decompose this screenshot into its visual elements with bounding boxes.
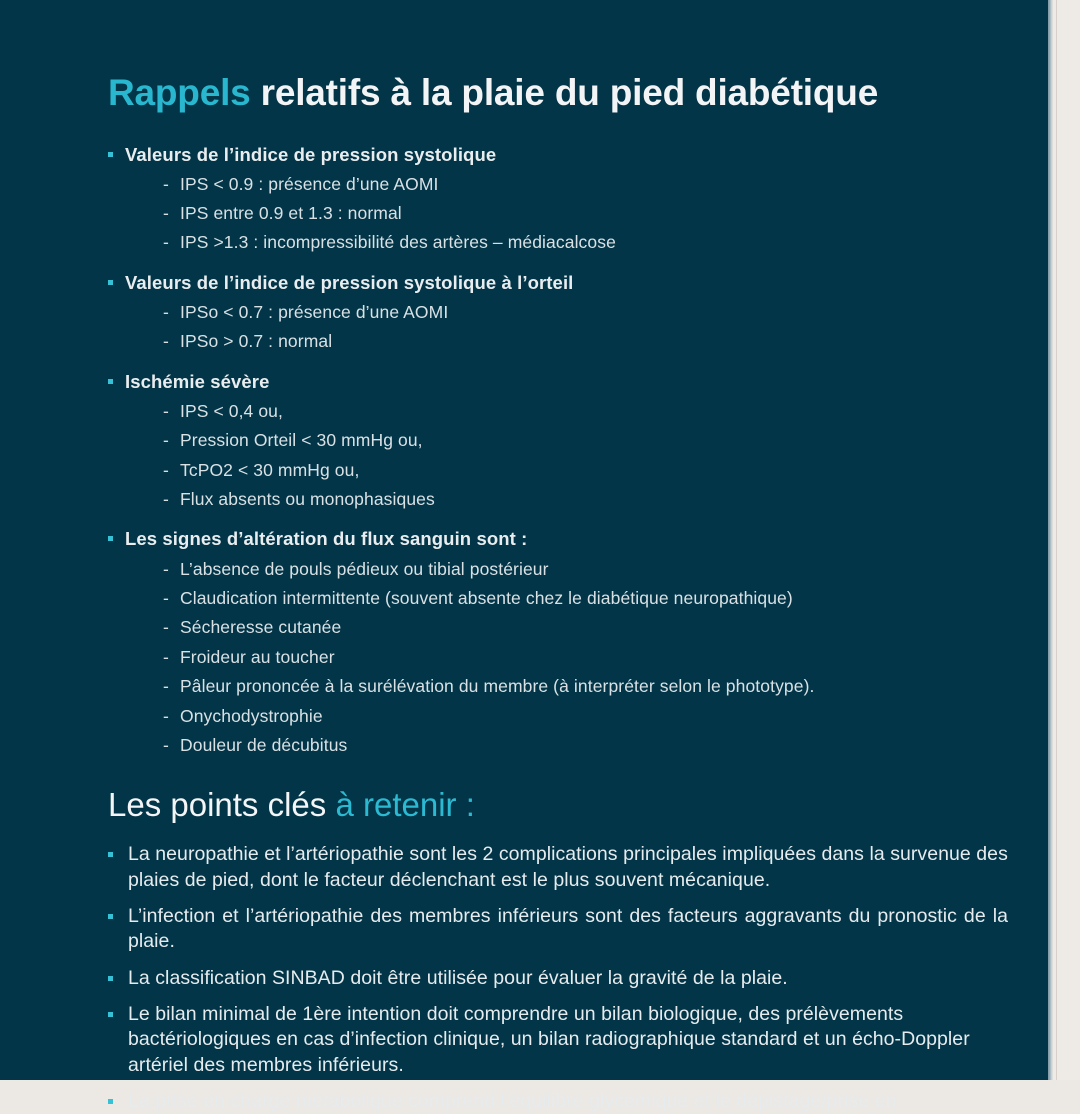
reminder-item xyxy=(108,330,1008,352)
reminder-item-label: IPSo < 0.7 : présence d’une AOMI xyxy=(180,301,449,322)
reminder-heading xyxy=(108,527,1008,550)
keypoints-list xyxy=(108,842,1008,1114)
reminder-item-label: Flux absents ou monophasiques xyxy=(180,489,435,510)
reminder-item-label: Pâleur prononcée à la surélévation du membre (à interpréter selon le phototype). xyxy=(180,676,815,697)
reminder-item xyxy=(108,734,1008,756)
reminder-item-label: L’absence de pouls pédieux ou tibial postérieur xyxy=(180,558,549,579)
dash-bullet-icon: - xyxy=(163,459,169,480)
dash-bullet-icon: - xyxy=(163,331,169,352)
keypoint-item xyxy=(108,1089,1008,1114)
reminder-heading-label: Ischémie sévère xyxy=(125,370,270,392)
keypoint-item xyxy=(108,842,1008,893)
reminder-heading-label: Valeurs de l’indice de pression systolique xyxy=(125,143,497,165)
reminder-heading-label: Valeurs de l’indice de pression systolique à l’orteil xyxy=(125,271,574,293)
dash-bullet-icon: - xyxy=(163,646,169,667)
dash-bullet-icon: - xyxy=(163,587,169,608)
square-bullet-icon xyxy=(108,852,113,857)
keypoints-title-white: Les points clés xyxy=(108,786,327,824)
reminder-item xyxy=(108,301,1008,323)
square-bullet-icon xyxy=(108,1012,113,1017)
reminder-item xyxy=(108,173,1008,195)
reminder-group xyxy=(108,271,1008,353)
page-margin xyxy=(1053,0,1080,1080)
page-title-rest: relatifs à la plaie du pied diabétique xyxy=(250,72,879,113)
keypoint-label: La classification SINBAD doit être utilisée pour évaluer la gravité de la plaie. xyxy=(128,966,788,989)
reminder-item-label: Claudication intermittente (souvent absente chez le diabétique neuropathique) xyxy=(180,587,793,608)
dash-bullet-icon: - xyxy=(163,232,169,253)
page-title xyxy=(108,0,1008,115)
reminder-item-label: IPS entre 0.9 et 1.3 : normal xyxy=(180,203,402,224)
dash-bullet-icon: - xyxy=(163,558,169,579)
reminder-item xyxy=(108,587,1008,609)
keypoint-label: Le bilan minimal de 1ère intention doit comprendre un bilan biologique, des prélèvements bactériologiques en cas d’infection clinique, un bilan radiographique standard et un écho-Doppler artériel des membres inférieurs. xyxy=(128,1002,970,1076)
reminder-item xyxy=(108,705,1008,727)
square-bullet-icon xyxy=(108,379,113,384)
reminder-heading xyxy=(108,143,1008,166)
reminder-group xyxy=(108,527,1008,756)
reminder-item xyxy=(108,488,1008,510)
dash-bullet-icon: - xyxy=(163,400,169,421)
reminder-item-label: IPS < 0,4 ou, xyxy=(180,400,283,421)
reminder-item xyxy=(108,459,1008,481)
reminder-item xyxy=(108,231,1008,253)
reminder-heading xyxy=(108,370,1008,393)
reminder-item xyxy=(108,558,1008,580)
dash-bullet-icon: - xyxy=(163,173,169,194)
reminder-item xyxy=(108,202,1008,224)
reminders-block xyxy=(108,143,1008,757)
square-bullet-icon xyxy=(108,536,113,541)
square-bullet-icon xyxy=(108,976,113,981)
dash-bullet-icon: - xyxy=(163,203,169,224)
keypoint-item xyxy=(108,1002,1008,1078)
reminder-group xyxy=(108,370,1008,511)
keypoints-title-accent: à retenir : xyxy=(326,786,475,824)
dash-bullet-icon: - xyxy=(163,430,169,451)
reminder-item-label: TcPO2 < 30 mmHg ou, xyxy=(180,459,360,480)
dash-bullet-icon: - xyxy=(163,734,169,755)
keypoint-label: La neuropathie et l’artériopathie sont les 2 complications principales impliquées dans la survenue des plaies de pied, dont le facteur déclenchant est le plus souvent mécanique. xyxy=(128,843,1008,891)
keypoint-item xyxy=(108,966,1008,991)
reminder-item-label: Onychodystrophie xyxy=(180,705,323,726)
reminder-heading-label: Les signes d’altération du flux sanguin sont : xyxy=(125,528,528,550)
dash-bullet-icon: - xyxy=(163,676,169,697)
reminder-item xyxy=(108,675,1008,697)
square-bullet-icon xyxy=(108,280,113,285)
reminder-item-label: IPS < 0.9 : présence d’une AOMI xyxy=(180,173,439,194)
reminder-heading xyxy=(108,271,1008,294)
square-bullet-icon xyxy=(108,1099,113,1104)
reminder-item xyxy=(108,646,1008,668)
reminder-item xyxy=(108,429,1008,451)
keypoints-title xyxy=(108,756,1008,824)
reminder-group xyxy=(108,143,1008,254)
keypoint-label: L’infection et l’artériopathie des membres inférieurs sont des facteurs aggravants du pronostic de la plaie. xyxy=(128,904,1008,953)
reminder-item-label: IPSo > 0.7 : normal xyxy=(180,331,333,352)
reminder-item-label: Pression Orteil < 30 mmHg ou, xyxy=(180,430,423,451)
reminder-item-label: Sécheresse cutanée xyxy=(180,617,342,638)
dash-bullet-icon: - xyxy=(163,301,169,322)
reminder-item xyxy=(108,400,1008,422)
reminder-item-label: Froideur au toucher xyxy=(180,646,335,667)
slide-content xyxy=(108,0,1008,1114)
square-bullet-icon xyxy=(108,152,113,157)
keypoint-label: La prise en charge métabolique comprend l’équilibre glycémique et le dépistage/prise en xyxy=(128,1089,897,1112)
square-bullet-icon xyxy=(108,914,113,919)
keypoint-item xyxy=(108,904,1008,955)
reminder-item-label: Douleur de décubitus xyxy=(180,734,348,755)
dash-bullet-icon: - xyxy=(163,705,169,726)
dash-bullet-icon: - xyxy=(163,617,169,638)
dash-bullet-icon: - xyxy=(163,489,169,510)
reminder-item xyxy=(108,616,1008,638)
page-title-accent: Rappels xyxy=(108,72,251,113)
reminder-item-label: IPS >1.3 : incompressibilité des artères – médiacalcose xyxy=(180,232,616,253)
